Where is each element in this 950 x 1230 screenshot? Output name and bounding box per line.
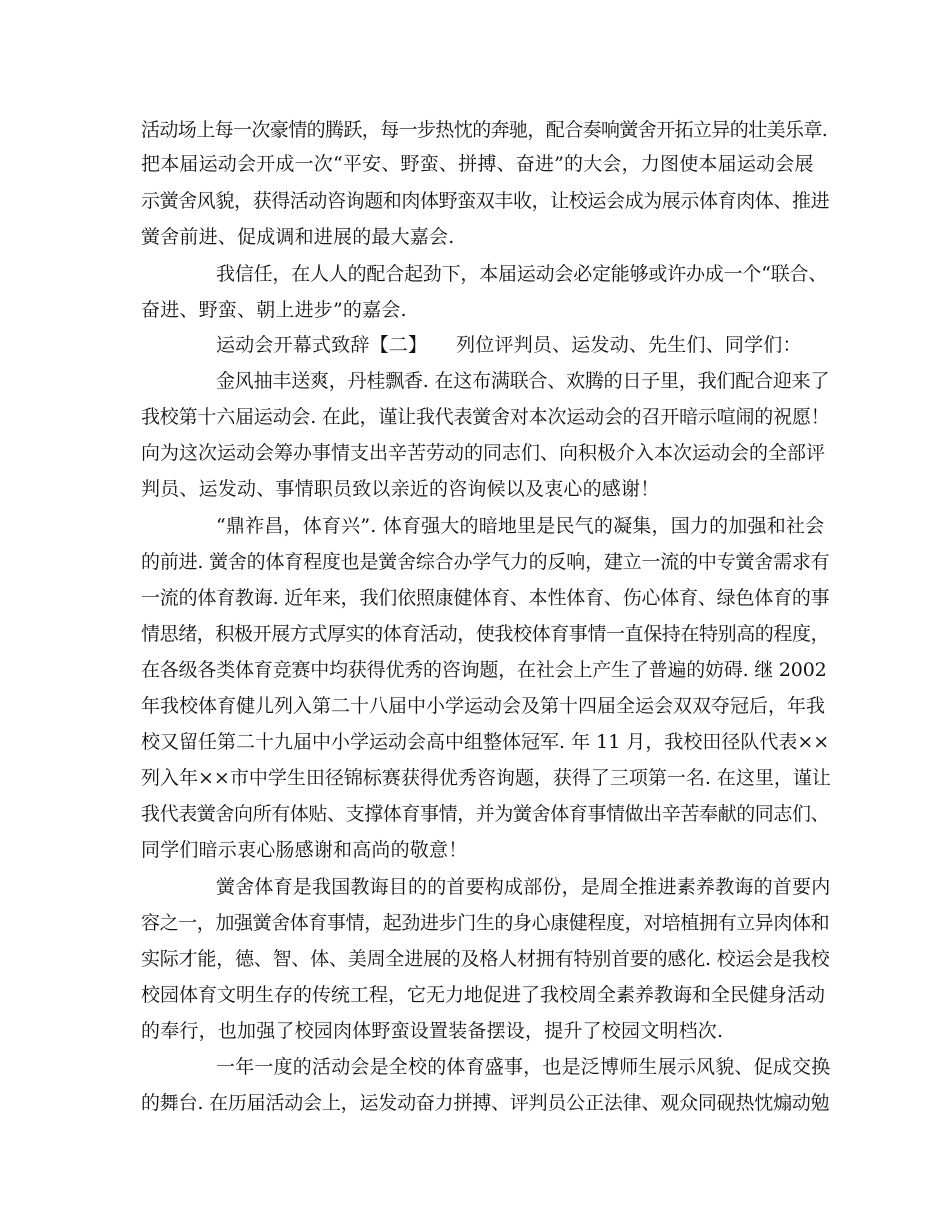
text-line: 我代表黉舍向所有体贴、支撑体育事情，并为黉舍体育事情做出辛苦奉献的同志们、 (141, 803, 830, 825)
text-line: 一流的体育教诲. 近年来，我们依照康健体育、本性体育、伤心体育、绿色体育的事 (141, 587, 830, 609)
paragraph-first-line: “鼎祚昌，体育兴”. 体育强大的暗地里是民气的凝集，国力的加强和社会 (216, 515, 825, 537)
text-line: 的前进. 黉舍的体育程度也是黉舍综合办学气力的反响，建立一流的中专黉舍需求有 (141, 551, 830, 573)
text-line: 的奉行，也加强了校园肉体野蛮设置装备摆设，提升了校园文明档次. (141, 1020, 724, 1042)
text-line: 列入年××市中学生田径锦标赛获得优秀咨询题，获得了三项第一名. 在这里，谨让 (141, 767, 831, 789)
section-heading: 运动会开幕式致辞【二】 列位评判员、运发动、先生们、同学们： (216, 334, 802, 356)
text-line: 年我校体育健儿列入第二十八届中小学运动会及第十四届全运会双双夺冠后，年我 (141, 695, 826, 717)
text-line: 把本届运动会开成一次“平安、野蛮、拼搏、奋进”的大会，力图使本届运动会展 (141, 153, 814, 175)
paragraph-first-line: 金风抽丰送爽，丹桂飘香. 在这布满联合、欢腾的日子里，我们配合迎来了 (216, 370, 830, 392)
text-line: 情思绪，积极开展方式厚实的体育活动，使我校体育事情一直保持在特别高的程度， (141, 623, 830, 645)
text-line: 向为这次运动会筹办事情支出辛苦劳动的同志们、向积极介入本次运动会的全部评 (141, 442, 826, 464)
text-line: 黉舍前进、促成调和进展的最大嘉会. (141, 226, 455, 248)
text-line: 示黉舍风貌，获得活动咨询题和肉体野蛮双丰收，让校运会成为展示体育肉体、推进 (141, 190, 830, 212)
text-line: 容之一，加强黉舍体育事情，起劲进步门生的身心康健程度，对培植拥有立异肉体和 (141, 912, 830, 934)
text-line: 活动场上每一次豪情的腾跃，每一步热忱的奔驰，配合奏响黉舍开拓立异的壮美乐章. (141, 119, 828, 141)
text-line: 的舞台. 在历届活动会上，运发动奋力拼搏、评判员公正法律、观众同砚热忱煽动勉 (141, 1092, 830, 1114)
text-line: 在各级各类体育竞赛中均获得优秀的咨询题，在社会上产生了普遍的妨碍. 继 2002 (141, 659, 827, 681)
text-line: 校园体育文明生存的传统工程，它无力地促进了我校周全素养教诲和全民健身活动 (141, 984, 826, 1006)
text-line: 实际才能，德、智、体、美周全进展的及格人材拥有特别首要的感化. 校运会是我校 (141, 948, 830, 970)
text-line: 校又留任第二十九届中小学运动会高中组整体冠军. 年 11 月，我校田径队代表×× (141, 731, 830, 753)
text-line: 判员、运发动、事情职员致以亲近的咨询候以及衷心的感谢！ (141, 478, 660, 500)
paragraph-first-line: 黉舍体育是我国教诲目的的首要构成部份，是周全推进素养教诲的首要内 (216, 876, 831, 898)
text-line: 奋进、野蛮、朝上进步”的嘉会. (141, 299, 407, 321)
text-line: 同学们暗示衷心肠感谢和高尚的敬意！ (141, 839, 468, 861)
text-line: 我校第十六届运动会. 在此，谨让我代表黉舍对本次运动会的召开暗示喧闹的祝愿！ (141, 406, 830, 428)
paragraph-first-line: 我信任，在人人的配合起劲下，本届运动会必定能够或许办成一个“联合、 (216, 263, 828, 285)
paragraph-first-line: 一年一度的活动会是全校的体育盛事，也是泛博师生展示风貌、促成交换 (216, 1056, 831, 1078)
